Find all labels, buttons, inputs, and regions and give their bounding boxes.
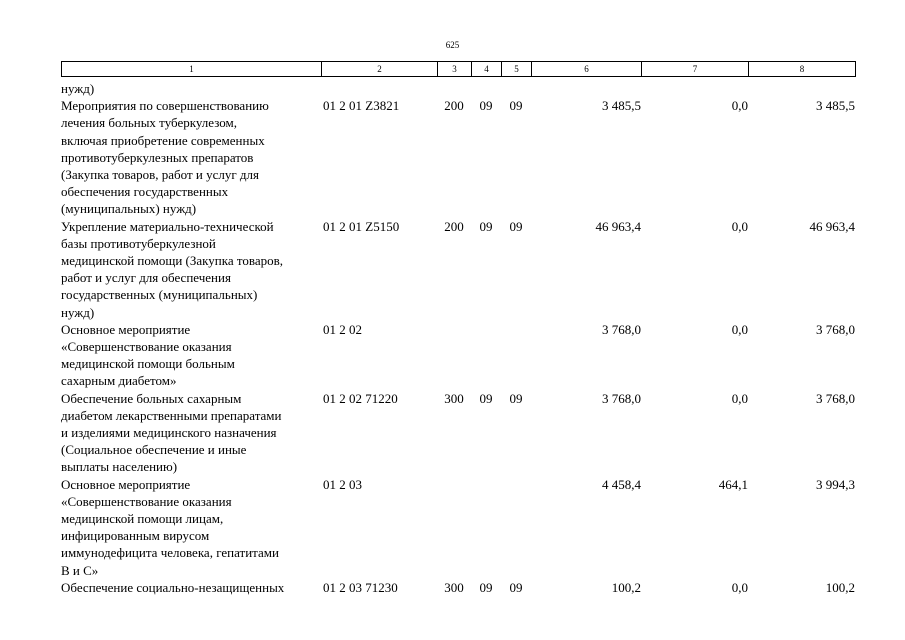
row-value-col6: 4 458,4 (602, 476, 641, 492)
row-name (61, 390, 321, 476)
table-row (61, 579, 855, 596)
row-name-line: выплаты населению) (61, 459, 178, 475)
row-value-col6: 46 963,4 (595, 218, 641, 234)
row-name-line: Обеспечение социально-незащищенных (61, 579, 285, 595)
row-name-line: сахарным диабетом» (61, 373, 177, 389)
row-rz: 09 (479, 579, 493, 595)
row-pr: 09 (509, 218, 523, 234)
row-rz: 09 (479, 390, 493, 406)
row-value-col7: 0,0 (731, 579, 748, 595)
row-name-line: Укрепление материально-технической (61, 218, 274, 234)
row-name-line: лечения больных туберкулезом, (61, 115, 238, 131)
row-name (61, 476, 321, 579)
row-code: 01 2 01 Z3821 (323, 98, 400, 114)
row-vr: 200 (444, 98, 464, 114)
row-name-line: медицинской помощи больным (61, 356, 235, 372)
row-value-col8: 3 768,0 (816, 321, 855, 337)
column-header-8: 8 (749, 62, 856, 77)
carry-over-text: нужд) (61, 81, 95, 96)
row-value-col7: 0,0 (731, 321, 748, 337)
row-name-line: медицинской помощи лицам, (61, 511, 224, 527)
row-name-line: «Совершенствование оказания (61, 493, 232, 509)
row-name-line: и изделиями медицинского назначения (61, 425, 277, 441)
row-value-col6: 3 768,0 (602, 390, 641, 406)
column-header-3: 3 (438, 62, 472, 77)
row-name-line: базы противотуберкулезной (61, 235, 216, 251)
row-name-line: противотуберкулезных препаратов (61, 149, 254, 165)
row-name-line: (Закупка товаров, работ и услуг для (61, 167, 259, 183)
row-rz: 09 (479, 98, 493, 114)
row-value-col7: 0,0 (731, 390, 748, 406)
row-value-col6: 3 485,5 (602, 98, 641, 114)
row-code: 01 2 02 71220 (323, 390, 398, 406)
table-row (61, 390, 855, 476)
row-pr: 09 (509, 390, 523, 406)
row-name-line: государственных (муниципальных) (61, 287, 258, 303)
page-number: 625 (445, 40, 460, 50)
row-name-line: диабетом лекарственными препаратами (61, 407, 282, 423)
column-header-2: 2 (322, 62, 438, 77)
table-row (61, 218, 855, 321)
row-code: 01 2 03 (323, 476, 362, 492)
row-name (61, 218, 321, 321)
row-name (61, 579, 321, 596)
row-name (61, 321, 321, 390)
row-name-line: (муниципальных) нужд) (61, 201, 197, 217)
row-name-line: (Социальное обеспечение и иные (61, 442, 247, 458)
row-name-line: обеспечения государственных (61, 184, 229, 200)
carry-over-row (61, 80, 846, 97)
row-name-line: Обеспечение больных сахарным (61, 390, 242, 406)
column-header-5: 5 (502, 62, 532, 77)
row-name-line: инфицированным вирусом (61, 528, 210, 544)
column-header-4: 4 (472, 62, 502, 77)
row-code: 01 2 03 71230 (323, 579, 398, 595)
row-name-line: медицинской помощи (Закупка товаров, (61, 253, 284, 269)
row-value-col7: 0,0 (731, 218, 748, 234)
row-name-line: работ и услуг для обеспечения (61, 270, 231, 286)
column-header-7: 7 (642, 62, 749, 77)
row-name-line: Основное мероприятие (61, 321, 191, 337)
row-code: 01 2 02 (323, 321, 362, 337)
row-name-line: нужд) (61, 304, 95, 320)
table-row (61, 97, 855, 217)
row-value-col8: 100,2 (825, 579, 855, 595)
row-name-line: включая приобретение современных (61, 132, 265, 148)
row-name-line: иммунодефицита человека, гепатитами (61, 545, 279, 561)
row-name-line: «Совершенствование оказания (61, 339, 232, 355)
row-value-col7: 464,1 (718, 476, 748, 492)
row-value-col8: 3 994,3 (816, 476, 855, 492)
column-header-1: 1 (62, 62, 322, 77)
row-value-col8: 3 485,5 (816, 98, 855, 114)
row-value-col8: 46 963,4 (809, 218, 855, 234)
table-row (61, 476, 855, 579)
column-header-6: 6 (532, 62, 642, 77)
column-number-header (61, 61, 856, 77)
row-value-col7: 0,0 (731, 98, 748, 114)
row-pr: 09 (509, 579, 523, 595)
row-name-line: В и С» (61, 562, 99, 578)
row-value-col6: 100,2 (611, 579, 641, 595)
row-rz: 09 (479, 218, 493, 234)
row-name-line: Мероприятия по совершенствованию (61, 98, 269, 114)
row-code: 01 2 01 Z5150 (323, 218, 400, 234)
row-vr: 200 (444, 218, 464, 234)
row-pr: 09 (509, 98, 523, 114)
row-value-col6: 3 768,0 (602, 321, 641, 337)
row-vr: 300 (444, 390, 464, 406)
row-name-line: Основное мероприятие (61, 476, 191, 492)
row-value-col8: 3 768,0 (816, 390, 855, 406)
row-name (61, 97, 321, 217)
row-vr: 300 (444, 579, 464, 595)
budget-table-body (61, 80, 855, 596)
table-row (61, 321, 855, 390)
